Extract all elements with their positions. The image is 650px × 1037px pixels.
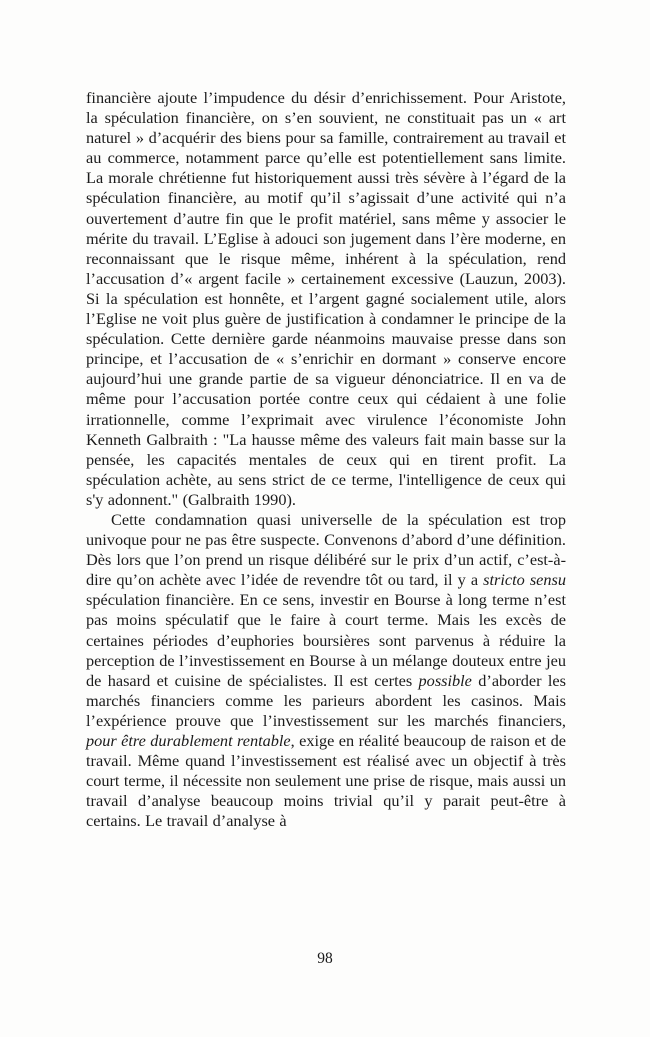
body-text [86, 88, 566, 831]
paragraph [86, 510, 566, 832]
page-number: 98 [317, 950, 333, 967]
text-run: Cette condamnation quasi universelle de la spéculation est trop univoque pour ne pas être suspecte. Convenons d’abord d’une définition. Dès lors que l’on prend un risque délibéré sur le prix d’un actif, c’est-à-dire qu’on achète avec l’idée de revendre tôt ou tard, il y a [86, 509, 566, 590]
text-run: financière ajoute l’impudence du désir d’enrichissement. Pour Aristote, la spéculation financière, on s’en souvient, ne constituait pas un « art naturel » d’acquérir des biens pour sa famille, contrairement au travail et au commerce, notamment parce qu’elle est potentiellement sans limite. La morale chrétienne fut historiquement aussi très sévère à l’égard de la spéculation financière, au motif qu’il s’agissait d’une activité qui n’a ouvertement d’autre fin que le profit matériel, sans même y associer le mérite du travail. L’Eglise à adouci son jugement dans l’ère moderne, en reconnaissant que le risque même, inhérent à la spéculation, rend l’accusation d’« argent facile » certainement excessive (Lauzun, 2003). Si la spéculation est honnête, et l’argent gagné socialement utile, alors l’Eglise ne voit plus guère de justification à condamner le principe de la spéculation. Cette dernière garde néanmoins mauvaise presse dans son principe, et l’accusation de « s’enrichir en dormant » conserve encore aujourd’hui une grande partie de sa vigueur dénonciatrice. Il en va de même pour l’accusation portée contre ceux qui cédaient à une folie irrationnelle, comme l’exprimait avec virulence l’économiste John Kenneth Galbraith : "La hausse même des valeurs fait main basse sur la pensée, les capacités mentales de ceux qui en tirent profit. La spéculation achète, au sens strict de ce terme, l'intelligence de ceux qui s'y adonnent." (Galbraith 1990). [86, 88, 566, 509]
text-run-italic: possible [418, 670, 472, 690]
text-run: , exige en réalité beaucoup de raison et de travail. Même quand l’investissement est réalisé avec un objectif à très court terme, il nécessite non seulement une prise de risque, mais aussi un travail d’analyse beaucoup moins trivial qu’il y parait peut-être à certains. Le travail d’analyse à [86, 731, 566, 831]
text-run-italic: stricto sensu [483, 570, 566, 590]
text-run: d’aborder les marchés financiers comme les parieurs abordent les casinos. Mais l’expérience prouve que l’investissement sur les marchés financiers, [86, 670, 566, 730]
paragraph [86, 88, 566, 510]
text-run: spéculation financière. En ce sens, investir en Bourse à long terme n’est pas moins spéculatif que le faire à court terme. Mais les excès de certaines périodes d’euphories boursières sont parvenus à réduire la perception de l’investissement en Bourse à un mélange douteux entre jeu de hasard et cuisine de spécialistes. Il est certes [86, 590, 566, 690]
text-run-italic: pour être durablement rentable [86, 731, 291, 750]
